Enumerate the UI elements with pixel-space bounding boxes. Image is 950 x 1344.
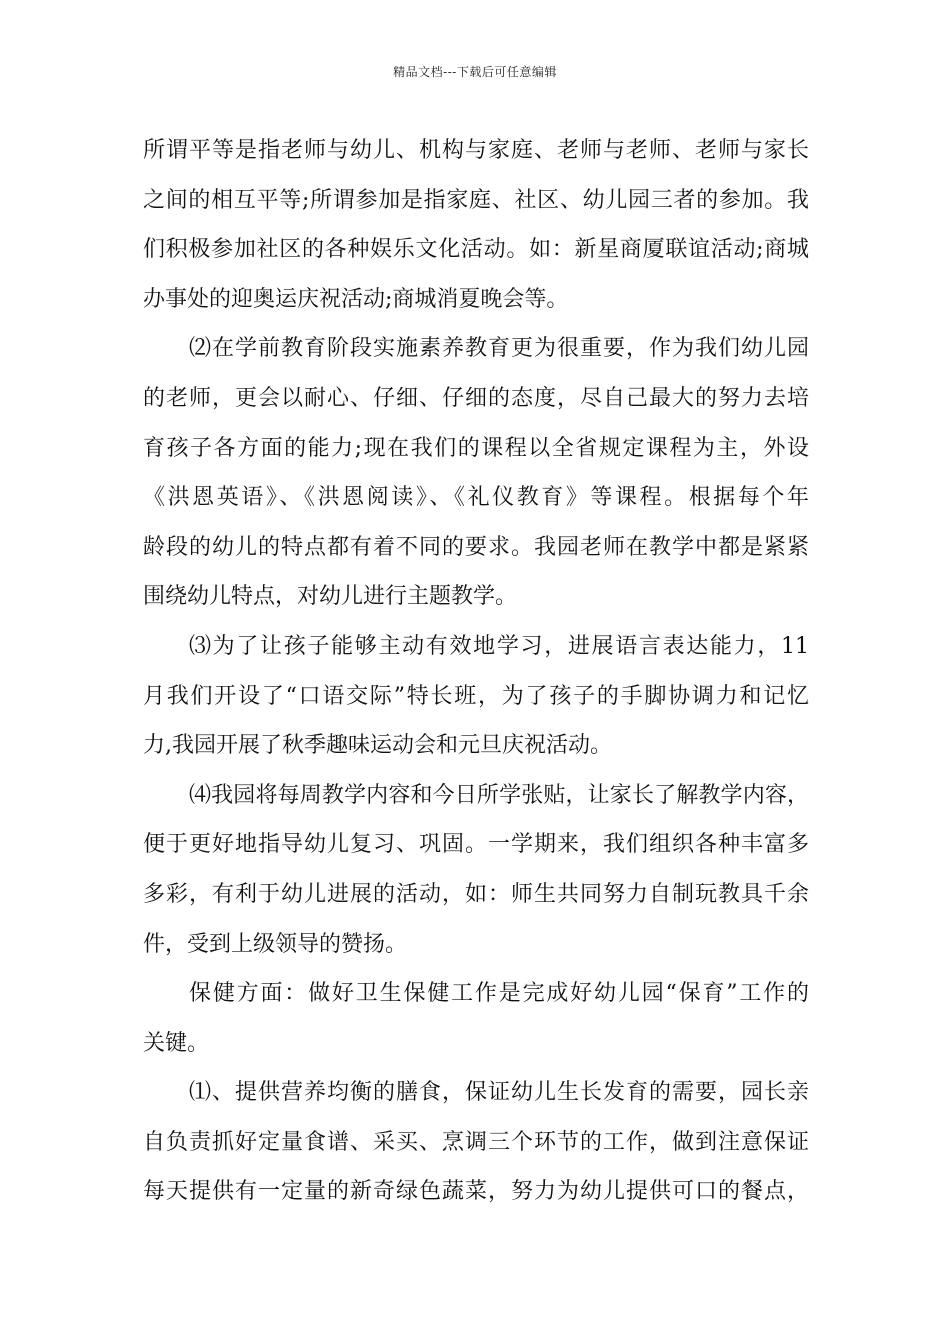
text-line: ⑶为了让孩子能够主动有效地学习，进展语言表达能力，11 bbox=[189, 633, 809, 659]
text-line: 月我们开设了“口语交际”特长班，为了孩子的手脚协调力和记忆 bbox=[143, 683, 809, 709]
text-line: 件，受到上级领导的赞扬。 bbox=[143, 931, 408, 957]
page-header: 精品文档---下载后可任意编辑 bbox=[393, 65, 557, 79]
text-line: 保健方面：做好卫生保健工作是完成好幼儿园“保育”工作的 bbox=[189, 981, 809, 1007]
text-line: 们积极参加社区的各种娱乐文化活动。如：新星商厦联谊活动;商城 bbox=[143, 237, 809, 263]
text-line: 《洪恩英语》、《洪恩阅读》、《礼仪教育》等课程。根据每个年 bbox=[143, 485, 809, 511]
document-body bbox=[143, 126, 809, 1217]
text-line: ⑴、提供营养均衡的膳食，保证幼儿生长发育的需要，园长亲 bbox=[189, 1080, 809, 1106]
text-line: 多彩，有利于幼儿进展的活动，如：师生共同努力自制玩教具千余 bbox=[143, 881, 809, 907]
text-line: ⑵在学前教育阶段实施素养教育更为很重要，作为我们幼儿园 bbox=[189, 336, 809, 362]
text-line: 每天提供有一定量的新奇绿色蔬菜，努力为幼儿提供可口的餐点， bbox=[143, 1179, 809, 1205]
text-line: 所谓平等是指老师与幼儿、机构与家庭、老师与老师、老师与家长 bbox=[143, 138, 809, 163]
text-line: 龄段的幼儿的特点都有着不同的要求。我园老师在教学中都是紧紧 bbox=[143, 534, 809, 560]
text-line: 围绕幼儿特点，对幼儿进行主题教学。 bbox=[143, 584, 518, 610]
text-line: ⑷我园将每周教学内容和今日所学张贴，让家长了解教学内容， bbox=[189, 782, 809, 808]
text-line: 力,我园开展了秋季趣味运动会和元旦庆祝活动。 bbox=[143, 733, 612, 759]
text-line: 便于更好地指导幼儿复习、巩固。一学期来，我们组织各种丰富多 bbox=[143, 832, 809, 858]
text-line: 育孩子各方面的能力;现在我们的课程以全省规定课程为主，外设 bbox=[143, 435, 809, 461]
text-line: 的老师，更会以耐心、仔细、仔细的态度，尽自己最大的努力去培 bbox=[143, 385, 809, 411]
text-line: 办事处的迎奥运庆祝活动;商城消夏晚会等。 bbox=[143, 286, 569, 312]
text-line: 之间的相互平等;所谓参加是指家庭、社区、幼儿园三者的参加。我 bbox=[143, 187, 809, 213]
text-line: 自负责抓好定量食谱、采买、烹调三个环节的工作，做到注意保证 bbox=[143, 1129, 809, 1155]
text-line: 关键。 bbox=[143, 1030, 210, 1056]
